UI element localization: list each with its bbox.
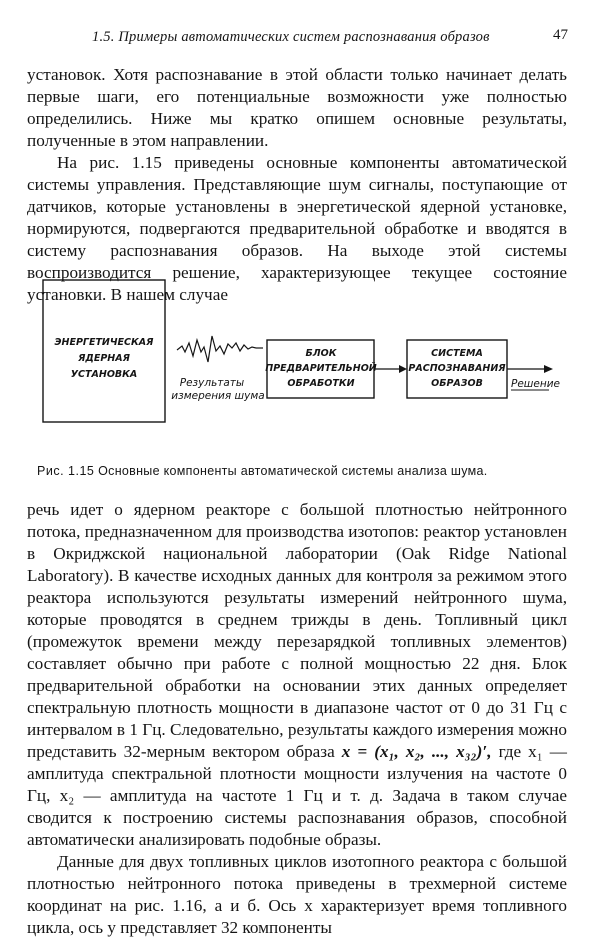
paragraph-fig-intro: На рис. 1.15 приведены основные компоненты автоматической системы управления. Представляющие шум сигналы, поступающие от датчиков, которые установлены в энергетической ядерной установке, нормируются, подвергаются предварительной обработке и вводятся в систему распознавания образов. На выходе этой системы воспроизводится решение, характеризующее текущее состояние установки. В нашем случае: [27, 153, 567, 304]
figure-1-15: [27, 272, 567, 492]
paragraph-continuation: установок. Хотя распознавание в этой области только начинает делать первые шаги, его потенциальные возможности уже полностью определились. Ниже мы кратко опишем основные результаты, полученные в этом направлении.: [27, 65, 567, 150]
recognition-label-line-3: ОБРАЗОВ: [431, 378, 483, 389]
bottom-text: [27, 499, 567, 939]
noise-analysis-diagram: [27, 272, 567, 442]
page-header: [92, 29, 568, 49]
paragraph-reactor-text-end: где x₁ — амплитуда спектральной плотности мощности излучения на частоте 0 Гц, x₂ — амплитуда на частоте 1 Гц и т. д. Задача в таком случае сводится к построению системы распознавания образов, способной автоматически анализировать подобные образы.: [27, 742, 567, 849]
figure-caption: [37, 464, 567, 478]
vector-formula: x = (x₁, x₂, ..., x₃₂)′,: [341, 742, 492, 761]
caption-text: Основные компоненты автоматической системы анализа шума.: [98, 464, 488, 478]
paragraph-fuel-cycles: Данные для двух топливных циклов изотопного реактора с большой плотностью нейтронного потока приведены в трехмерной системе координат на рис. 1.16, а и б. Ось x характеризует время топливного цикла, ось y представляет 32 компоненты: [27, 852, 567, 937]
recognition-label-line-2: РАСПОЗНАВАНИЯ: [408, 363, 506, 374]
arrow-right-icon: [544, 365, 553, 373]
paragraph-reactor-text: речь идет о ядерном реакторе с большой плотностью нейтронного потока, предназначенном для производства изотопов: реактор установлен в Окриджской национальной лаборатории (Oak Ridge National Laboratory). В качестве исходных данных для контроля за режимом этого реактора используются результаты измерений нейтронного шума, которые проводятся в среднем трижды в день. Топливный цикл (промежуток времени между перезарядкой топливных элементов) составляет обычно при работе с полной мощностью 22 дня. Блок предварительной обработки на основании этих данных определяет спектральную плотность мощности в диапазоне частот от 0 до 31 Гц с интервалом в 1 Гц. Следовательно, результаты каждого измерения можно представить 32-мерным вектором образа: [27, 500, 567, 761]
preprocess-label-line-2: ПРЕДВАРИТЕЛЬНОЙ: [265, 363, 377, 374]
preprocess-label-line-3: ОБРАБОТКИ: [287, 378, 355, 389]
decision-label: Решение: [511, 378, 561, 390]
noise-signal-waveform: [177, 336, 256, 362]
signal-label-line-2: измерения шума: [171, 390, 265, 402]
caption-figure-ref: Рис. 1.15: [37, 464, 95, 478]
paragraph-reactor-description: [27, 499, 567, 851]
plant-label-line-3: УСТАНОВКА: [70, 369, 138, 380]
nuclear-plant-box: [43, 280, 165, 422]
recognition-label-line-1: СИСТЕМА: [431, 348, 483, 359]
top-text: [27, 64, 567, 306]
running-title: 1.5. Примеры автоматических систем распознавания образов: [92, 29, 490, 45]
plant-label-line-1: ЭНЕРГЕТИЧЕСКАЯ: [54, 337, 154, 348]
signal-label-line-1: Результаты: [179, 377, 245, 389]
arrow-right-icon: [399, 365, 407, 373]
page-number: 47: [553, 27, 568, 43]
plant-label-line-2: ЯДЕРНАЯ: [78, 353, 130, 364]
preprocess-label-line-1: БЛОК: [305, 348, 337, 359]
